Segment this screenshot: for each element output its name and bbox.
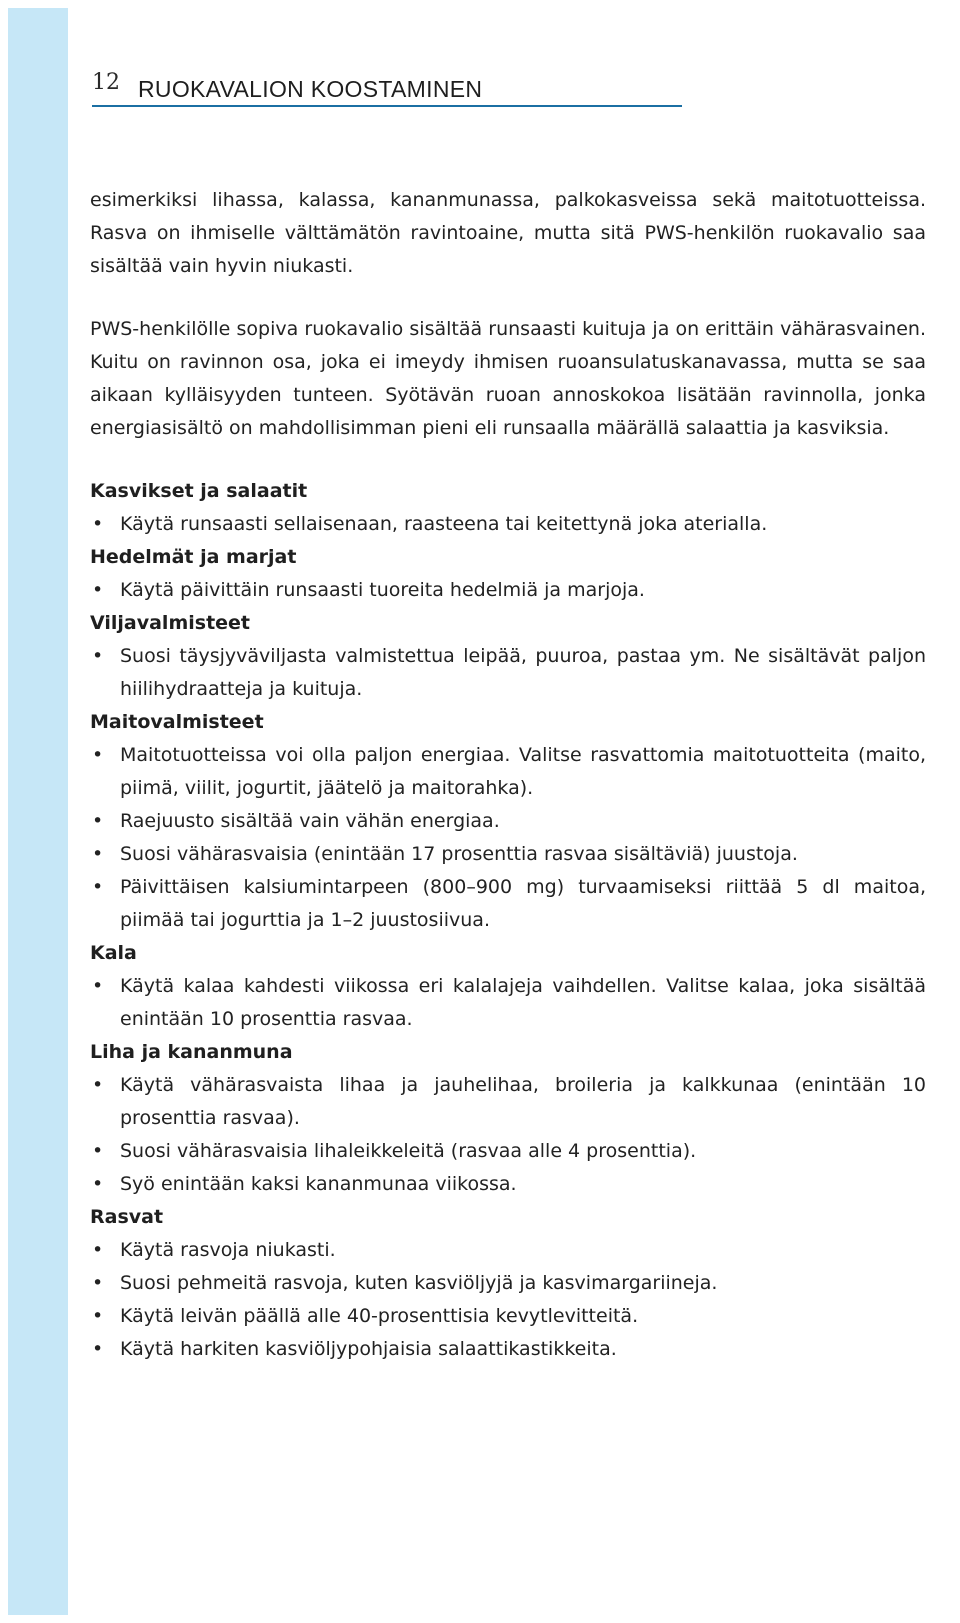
section-heading: Hedelmät ja marjat — [90, 546, 297, 568]
list-item-text: Suosi vähärasvaisia (enintään 17 prosenttia rasvaa sisältäviä) juustoja. — [120, 843, 798, 865]
intro-paragraph: PWS-henkilölle sopiva ruokavalio sisältää runsaasti kuituja ja on erittäin vähärasvainen. Kuitu on ravinnon osa, joka ei imeydy ihmisen ruoansulatuskanavassa, mutta se saa aikaan kylläisyyden tunteen. Syötävän ruoan annoskokoa lisätään ravinnolla, jonka energiasisältö on mahdollisimman pieni eli runsaalla määrällä salaattia ja kasviksia. — [90, 318, 926, 439]
list-item-text: Raejuusto sisältää vain vähän energiaa. — [120, 810, 500, 832]
side-color-band — [8, 8, 68, 1615]
list-item — [90, 1168, 926, 1201]
bullet-icon: • — [92, 1272, 104, 1294]
list-item — [90, 805, 926, 838]
list-item-text: Käytä leivän päällä alle 40-prosenttisia kevytlevitteitä. — [120, 1305, 639, 1327]
list-item — [90, 739, 926, 805]
list-item — [90, 970, 926, 1036]
section-heading: Liha ja kananmuna — [90, 1041, 293, 1063]
list-item-text: Käytä rasvoja niukasti. — [120, 1239, 336, 1261]
section-heading: Kala — [90, 942, 137, 964]
list-item-text: Suosi täysjyväviljasta valmistettua leipää, puuroa, pastaa ym. Ne sisältävät paljon hiilihydraatteja ja kuituja. — [120, 645, 926, 700]
list-item-text: Käytä kalaa kahdesti viikossa eri kalalajeja vaihdellen. Valitse kalaa, joka sisältää enintään 10 prosenttia rasvaa. — [120, 975, 926, 1030]
bullet-list — [90, 1069, 926, 1201]
bullet-icon: • — [92, 810, 104, 832]
bullet-icon: • — [92, 579, 104, 601]
list-item — [90, 1333, 926, 1366]
section-heading: Rasvat — [90, 1206, 164, 1228]
list-item — [90, 574, 926, 607]
bullet-icon: • — [92, 843, 104, 865]
list-item-text: Käytä harkiten kasviöljypohjaisia salaattikastikkeita. — [120, 1338, 617, 1360]
bullet-icon: • — [92, 1074, 104, 1096]
bullet-list — [90, 574, 926, 607]
list-item — [90, 871, 926, 937]
list-item-text: Käytä runsaasti sellaisenaan, raasteena tai keitettynä joka aterialla. — [120, 513, 768, 535]
header-rule — [92, 105, 682, 107]
page-header — [92, 68, 682, 108]
list-item-text: Käytä vähärasvaista lihaa ja jauhelihaa, broileria ja kalkkunaa (enintään 10 prosenttia rasvaa). — [120, 1074, 926, 1129]
bullet-icon: • — [92, 876, 104, 898]
bullet-icon: • — [92, 975, 104, 997]
page-number: 12 — [92, 70, 120, 95]
section-heading: Viljavalmisteet — [90, 612, 251, 634]
bullet-icon: • — [92, 1140, 104, 1162]
bullet-icon: • — [92, 513, 104, 535]
list-item — [90, 1267, 926, 1300]
bullet-list — [90, 640, 926, 706]
list-item-text: Päivittäisen kalsiumintarpeen (800–900 mg) turvaamiseksi riittää 5 dl maitoa, piimää tai jogurttia ja 1–2 juustosiivua. — [120, 876, 926, 931]
page-content — [90, 184, 926, 1366]
list-item-text: Suosi vähärasvaisia lihaleikkeleitä (rasvaa alle 4 prosenttia). — [120, 1140, 697, 1162]
section-heading: Maitovalmisteet — [90, 711, 264, 733]
list-item — [90, 1234, 926, 1267]
list-item — [90, 1300, 926, 1333]
list-item-text: Käytä päivittäin runsaasti tuoreita hedelmiä ja marjoja. — [120, 579, 645, 601]
bullet-icon: • — [92, 1239, 104, 1261]
list-item — [90, 508, 926, 541]
list-item — [90, 1135, 926, 1168]
bullet-icon: • — [92, 1305, 104, 1327]
list-item — [90, 838, 926, 871]
list-item — [90, 640, 926, 706]
bullet-icon: • — [92, 645, 104, 667]
list-item-text: Suosi pehmeitä rasvoja, kuten kasviöljyjä ja kasvimargariineja. — [120, 1272, 718, 1294]
bullet-icon: • — [92, 1338, 104, 1360]
list-item-text: Maitotuotteissa voi olla paljon energiaa. Valitse rasvattomia maitotuotteita (maito, piimä, viilit, jogurtit, jäätelö ja maitorahka). — [120, 744, 926, 799]
bullet-icon: • — [92, 1173, 104, 1195]
list-item — [90, 1069, 926, 1135]
bullet-list — [90, 1234, 926, 1366]
chapter-title: RUOKAVALION KOOSTAMINEN — [138, 76, 483, 102]
bullet-list — [90, 739, 926, 937]
list-item-text: Syö enintään kaksi kananmunaa viikossa. — [120, 1173, 517, 1195]
section-heading: Kasvikset ja salaatit — [90, 480, 308, 502]
bullet-list — [90, 508, 926, 541]
intro-paragraph: esimerkiksi lihassa, kalassa, kananmunassa, palkokasveissa sekä maitotuotteissa. Rasva on ihmiselle välttämätön ravintoaine, mutta sitä PWS-henkilön ruokavalio saa sisältää vain hyvin niukasti. — [90, 189, 926, 277]
bullet-list — [90, 970, 926, 1036]
bullet-icon: • — [92, 744, 104, 766]
